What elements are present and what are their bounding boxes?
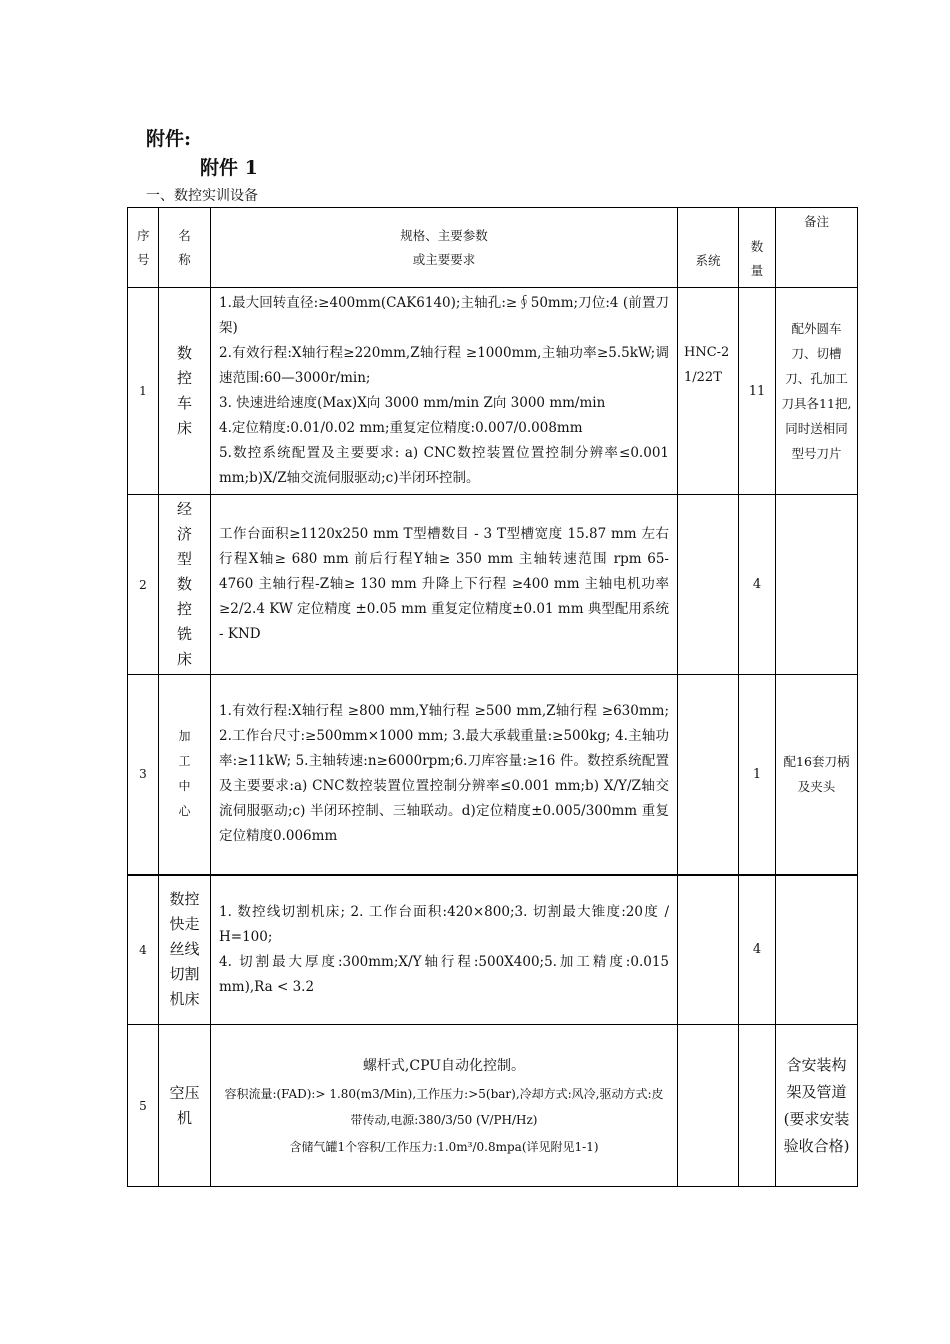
row-name: 数控快走丝线切割机床 <box>159 875 211 1025</box>
row-system <box>678 495 739 675</box>
attachment-subtitle: 附件 1 <box>200 157 258 179</box>
table-row <box>128 495 858 675</box>
row-qty: 4 <box>739 495 776 675</box>
row-note <box>776 875 858 1025</box>
row-spec: 1.有效行程:X轴行程 ≥800 mm,Y轴行程 ≥500 mm,Z轴行程 ≥630mm; 2.工作台尺寸:≥500mm×1000 mm; 3.最大承载重量:≥500kg; 4.主轴功率:≥11kW; 5.主轴转速:n≥6000rpm;6.刀库容量:≥16 件。数控系统配置及主要要求:a) CNC数控装置位置控制分辨率≤0.001 mm;b) X/Y/Z轴交流伺服驱动;c) 半闭环控制、三轴联动。d)定位精度±0.005/300mm 重复定位精度0.006mm <box>211 675 678 875</box>
row-qty: 1 <box>739 675 776 875</box>
row-seq: 1 <box>128 288 159 495</box>
row-system: HNC-21/22T <box>678 288 739 495</box>
row-name: 经济型数控铣床 <box>159 495 211 675</box>
row-spec: 螺杆式,CPU自动化控制。 容积流量:(FAD):> 1.80(m3/Min),工作压力:>5(bar),冷却方式:风冷,驱动方式:皮带传动,电源:380/3/50 (V/PH/Hz) 含储气罐1个容积/工作压力:1.0m³/0.8mpa(详见附见1-1) <box>211 1025 678 1187</box>
header-spec: 规格、主要参数 或主要要求 <box>211 208 678 288</box>
row-note: 配外圆车刀、切槽刀、孔加工刀具各11把,同时送相同型号刀片 <box>776 288 858 495</box>
header-qty: 数量 <box>739 208 776 288</box>
table-row <box>128 875 858 1025</box>
table-row <box>128 288 858 495</box>
row-note: 含安装构架及管道(要求安装验收合格) <box>776 1025 858 1187</box>
row-spec: 1. 数控线切割机床; 2. 工作台面积:420×800;3. 切割最大锥度:20度 / H=100; 4. 切割最大厚度:300mm;X/Y轴行程:500X400;5.加工精度:0.015 mm),Ra < 3.2 <box>211 875 678 1025</box>
row-qty: 11 <box>739 288 776 495</box>
row-system <box>678 875 739 1025</box>
table-row <box>128 1025 858 1187</box>
row-system <box>678 1025 739 1187</box>
row-qty <box>739 1025 776 1187</box>
row-note <box>776 495 858 675</box>
row-name: 加工中心 <box>159 675 211 875</box>
table-header-row <box>128 208 858 288</box>
row-name: 数控车床 <box>159 288 211 495</box>
row-seq: 3 <box>128 675 159 875</box>
equipment-table <box>127 207 858 1187</box>
row-system <box>678 675 739 875</box>
section-title: 一、数控实训设备 <box>146 188 258 204</box>
row-spec: 1.最大回转直径:≥400mm(CAK6140);主轴孔:≥∮50mm;刀位:4 (前置刀架) 2.有效行程:X轴行程≥220mm,Z轴行程 ≥1000mm,主轴功率≥5.5kW;调速范围:60—3000r/min; 3. 快速进给速度(Max)X向 3000 mm/min Z向 3000 mm/min 4.定位精度:0.01/0.02 mm;重复定位精度:0.007/0.008mm 5.数控系统配置及主要要求: a) CNC数控装置位置控制分辨率≤0.001 mm;b)X/Z轴交流伺服驱动;c)半闭环控制。 <box>211 288 678 495</box>
header-system: 系统 <box>678 208 739 288</box>
header-name: 名称 <box>159 208 211 288</box>
row-spec: 工作台面积≥1120x250 mm T型槽数目 - 3 T型槽宽度 15.87 mm 左右行程X轴≥ 680 mm 前后行程Y轴≥ 350 mm 主轴转速范围 rpm 65-4760 主轴行程-Z轴≥ 130 mm 升降上下行程 ≥400 mm 主轴电机功率≥2/2.4 KW 定位精度 ±0.05 mm 重复定位精度±0.01 mm 典型配用系统 - KND <box>211 495 678 675</box>
header-note: 备注 <box>776 208 858 288</box>
row-seq: 2 <box>128 495 159 675</box>
row-qty: 4 <box>739 875 776 1025</box>
attachment-title: 附件: <box>146 128 192 150</box>
row-name: 空压机 <box>159 1025 211 1187</box>
table-row <box>128 675 858 875</box>
row-seq: 4 <box>128 875 159 1025</box>
row-seq: 5 <box>128 1025 159 1187</box>
header-seq: 序号 <box>128 208 159 288</box>
row-note: 配16套刀柄及夹头 <box>776 675 858 875</box>
